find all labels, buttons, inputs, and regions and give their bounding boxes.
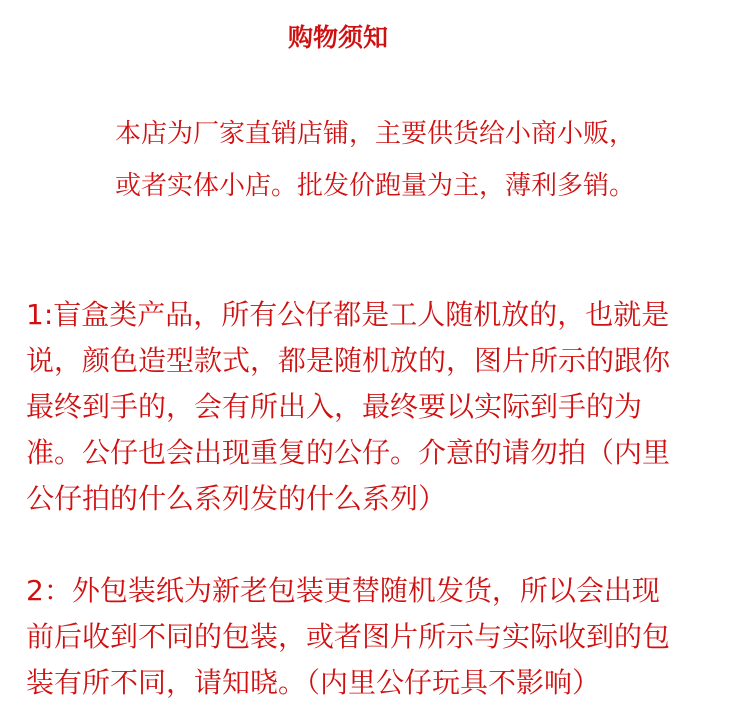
notice-line: 说，颜色造型款式，都是随机放的，图片所示的跟你 (26, 344, 671, 377)
intro-line: 或者实体小店。批发价跑量为主，薄利多销。 (114, 171, 635, 201)
notice-line: 装有所不同，请知晓。（内里公仔玩具不影响） (26, 666, 601, 699)
notice-line: 1:盲盒类产品，所有公仔都是工人随机放的，也就是 (26, 298, 670, 331)
notice-line: 2：外包装纸为新老包装更替随机发货，所以会出现 (26, 574, 660, 607)
notice-line: 准。公仔也会出现重复的公仔。介意的请勿拍（内里 (26, 436, 671, 469)
intro-line: 本店为厂家直销店铺，主要供货给小商小贩， (114, 119, 635, 149)
page-title: 购物须知 (287, 23, 388, 52)
intro-paragraph (0, 108, 750, 212)
notice-line: 最终到手的，会有所出入，最终要以实际到手的为 (26, 390, 643, 423)
notice-line: 公仔拍的什么系列发的什么系列） (26, 482, 447, 515)
notice-item-1 (26, 292, 670, 522)
notice-item-2 (26, 568, 670, 706)
notice-line: 前后收到不同的包装，或者图片所示与实际收到的包 (26, 620, 671, 653)
